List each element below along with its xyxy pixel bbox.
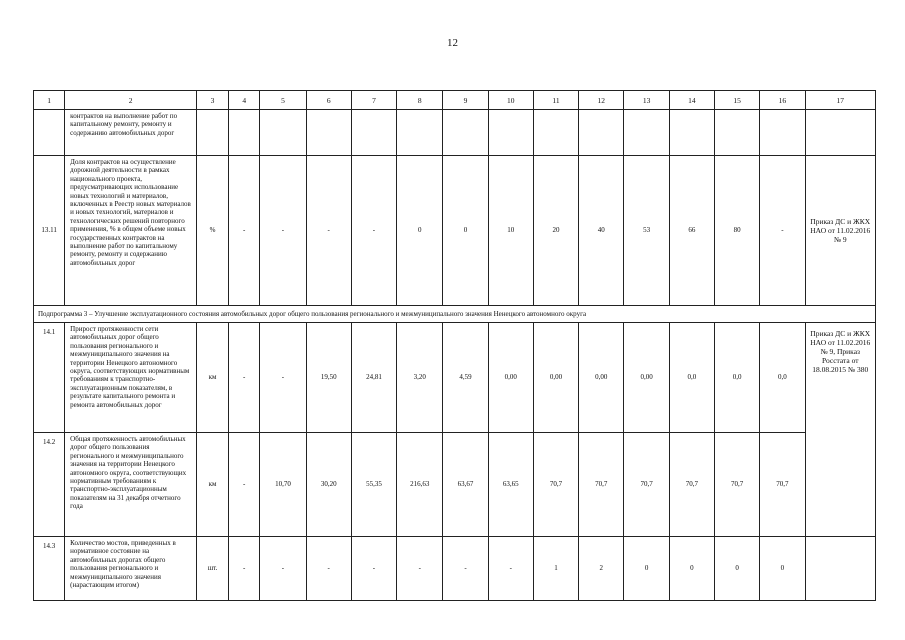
unit-cell: км xyxy=(196,323,228,433)
value-cell: 0,00 xyxy=(579,323,624,433)
column-header: 8 xyxy=(397,91,443,110)
column-header: 4 xyxy=(229,91,260,110)
column-header: 15 xyxy=(714,91,759,110)
value-cell: - xyxy=(260,537,306,601)
value-cell: - xyxy=(488,537,533,601)
column-header: 7 xyxy=(351,91,396,110)
value-cell: - xyxy=(306,156,351,306)
column-header: 17 xyxy=(805,91,876,110)
value-cell: 55,35 xyxy=(351,433,396,537)
unit-cell xyxy=(196,110,228,156)
value-cell: - xyxy=(351,156,396,306)
subprogram-title: Подпрограмма 3 – Улучшение эксплуатационного состояния автомобильных дорог общего пользования регионального и межмуниципального значения Ненецкого автономного округа xyxy=(34,306,876,323)
column-header: 9 xyxy=(443,91,488,110)
column-header: 6 xyxy=(306,91,351,110)
code-cell: 14.3 xyxy=(34,537,65,601)
value-cell: 0 xyxy=(624,537,669,601)
value-cell: - xyxy=(260,156,306,306)
value-cell: - xyxy=(229,433,260,537)
value-cell: 10,70 xyxy=(260,433,306,537)
value-cell: 0,00 xyxy=(624,323,669,433)
column-header: 14 xyxy=(669,91,714,110)
value-cell: 70,7 xyxy=(624,433,669,537)
value-cell: - xyxy=(229,156,260,306)
value-cell: 10 xyxy=(488,156,533,306)
value-cell: 66 xyxy=(669,156,714,306)
value-cell: 0 xyxy=(760,537,805,601)
column-header: 11 xyxy=(533,91,578,110)
column-header: 2 xyxy=(65,91,197,110)
value-cell: 1 xyxy=(533,537,578,601)
value-cell: 0,0 xyxy=(714,323,759,433)
value-cell: 19,50 xyxy=(306,323,351,433)
unit-cell: % xyxy=(196,156,228,306)
column-header: 1 xyxy=(34,91,65,110)
value-cell: - xyxy=(397,537,443,601)
value-cell: 70,7 xyxy=(533,433,578,537)
indicator-name: контрактов на выполнение работ по капитальному ремонту, ремонту и содержанию автомобильных дорог xyxy=(65,110,197,156)
value-cell: 70,7 xyxy=(669,433,714,537)
table-row-14-3 xyxy=(34,537,876,601)
value-cell: 0 xyxy=(714,537,759,601)
code-cell: 14.2 xyxy=(34,433,65,537)
value-cell: 40 xyxy=(579,156,624,306)
column-header: 16 xyxy=(760,91,805,110)
value-cell: - xyxy=(760,156,805,306)
code-cell: 14.1 xyxy=(34,323,65,433)
value-cell: 0,00 xyxy=(533,323,578,433)
indicator-name: Прирост протяженности сети автомобильных дорог общего пользования регионального и межмуниципального значения на территории Ненецкого автономного округа, соответствующих нормативным требованиям к транспортно-эксплуатационным показателям, в результате капитального ремонта и ремонта автомобильных дорог xyxy=(65,323,197,433)
value-cell: 0,00 xyxy=(488,323,533,433)
table-row-13-11 xyxy=(34,156,876,306)
table-row-continued xyxy=(34,110,876,156)
value-cell: - xyxy=(351,537,396,601)
value-cell: 63,65 xyxy=(488,433,533,537)
indicator-name: Доля контрактов на осуществление дорожной деятельности в рамках национального проекта, предусматривающих использование новых технологий и материалов, включенных в Реестр новых материалов и новых технологий, материалов и технологических решений повторного применения, % в общем объеме новых государственных контрактов на выполнение работ по капитальному ремонту, ремонту и содержанию автомобильных дорог xyxy=(65,156,197,306)
value-cell: - xyxy=(260,323,306,433)
value-cell: 0 xyxy=(443,156,488,306)
subprogram-row xyxy=(34,306,876,323)
column-header: 13 xyxy=(624,91,669,110)
indicator-name: Общая протяженность автомобильных дорог общего пользования регионального и межмуниципального значения на территории Ненецкого автономного округа, соответствующих нормативным требованиям к транспортно-эксплуатационным показателям на 31 декабря отчетного года xyxy=(65,433,197,537)
indicator-name: Количество мостов, приведенных в нормативное состояние на автомобильных дорогах общего пользования регионального и межмуниципального значения (нарастающим итогом) xyxy=(65,537,197,601)
table-row-14-1 xyxy=(34,323,876,433)
value-cell: 20 xyxy=(533,156,578,306)
code-cell xyxy=(34,110,65,156)
value-cell: 4,59 xyxy=(443,323,488,433)
value-cell: 216,63 xyxy=(397,433,443,537)
value-cell: 70,7 xyxy=(714,433,759,537)
value-cell: - xyxy=(306,537,351,601)
value-cell: 0,0 xyxy=(669,323,714,433)
value-cell: 0,0 xyxy=(760,323,805,433)
value-cell: 70,7 xyxy=(579,433,624,537)
column-header: 10 xyxy=(488,91,533,110)
unit-cell: км xyxy=(196,433,228,537)
source-cell xyxy=(805,110,876,156)
table-row-14-2 xyxy=(34,433,876,537)
column-header: 3 xyxy=(196,91,228,110)
value-cell: 3,20 xyxy=(397,323,443,433)
unit-cell: шт. xyxy=(196,537,228,601)
page-number: 12 xyxy=(447,37,458,49)
table-header-row xyxy=(34,91,876,110)
value-cell: 80 xyxy=(714,156,759,306)
value-cell: 2 xyxy=(579,537,624,601)
source-cell xyxy=(805,537,876,601)
source-cell: Приказ ДС и ЖКХ НАО от 11.02.2016 № 9 xyxy=(805,156,876,306)
value-cell: 0 xyxy=(669,537,714,601)
value-cell: 53 xyxy=(624,156,669,306)
column-header: 12 xyxy=(579,91,624,110)
value-cell: 70,7 xyxy=(760,433,805,537)
indicators-table xyxy=(33,90,876,601)
value-cell: 63,67 xyxy=(443,433,488,537)
value-cell: 30,20 xyxy=(306,433,351,537)
value-cell: - xyxy=(229,537,260,601)
value-cell: - xyxy=(229,323,260,433)
value-cell: 24,81 xyxy=(351,323,396,433)
source-cell: Приказ ДС и ЖКХ НАО от 11.02.2016 № 9, Приказ Росстата от 18.08.2015 № 380 xyxy=(805,323,876,537)
value-cell: 0 xyxy=(397,156,443,306)
code-cell: 13.11 xyxy=(34,156,65,306)
value-cell: - xyxy=(443,537,488,601)
column-header: 5 xyxy=(260,91,306,110)
